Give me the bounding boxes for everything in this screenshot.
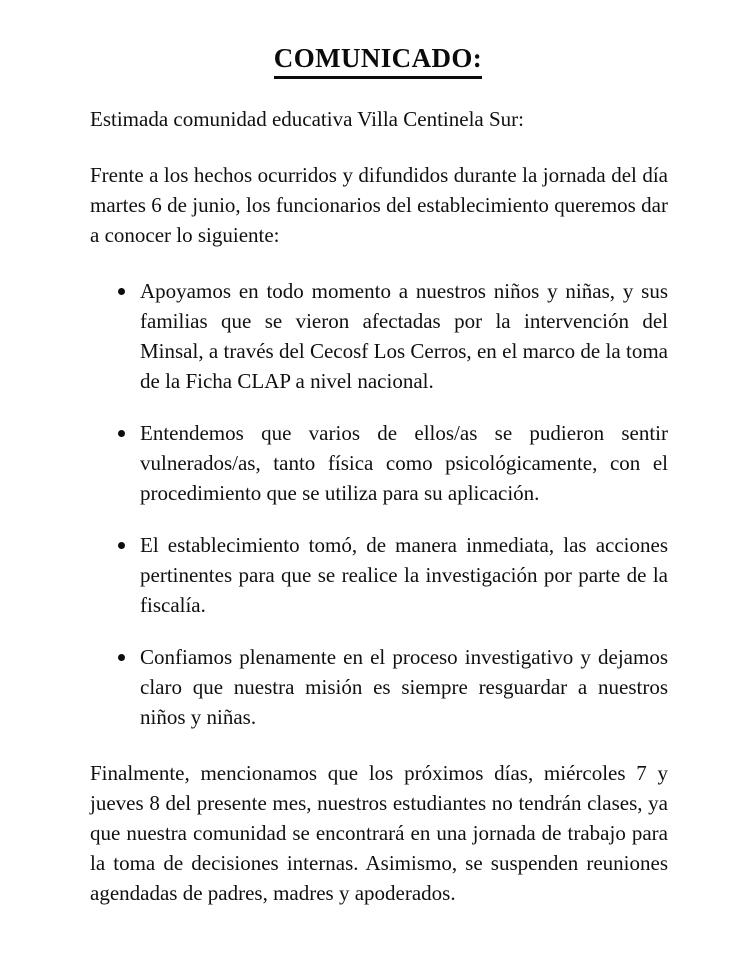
document-body [90,104,668,908]
bullet-dot-icon [118,430,125,437]
page-title [0,44,756,79]
list-item-text: Apoyamos en todo momento a nuestros niños y niñas, y sus familias que se vieron afectadas por la intervención del Minsal, a través del Cecosf Los Cerros, en el marco de la toma de la Ficha CLAP a nivel nacional. [140,279,668,393]
list-item [90,276,668,396]
bullet-dot-icon [118,542,125,549]
list-item-text: El establecimiento tomó, de manera inmediata, las acciones pertinentes para que se realice la investigación por parte de la fiscalía. [140,533,668,617]
list-item [90,418,668,508]
list-item [90,530,668,620]
bullet-dot-icon [118,288,125,295]
intro-paragraph: Frente a los hechos ocurridos y difundidos durante la jornada del día martes 6 de junio, los funcionarios del establecimiento queremos dar a conocer lo siguiente: [90,163,668,247]
closing-paragraph: Finalmente, mencionamos que los próximos días, miércoles 7 y jueves 8 del presente mes, nuestros estudiantes no tendrán clases, ya que nuestra comunidad se encontrará en una jornada de trabajo para la toma de decisiones internas. Asimismo, se suspenden reuniones agendadas de padres, madres y apoderados. [90,761,668,905]
list-item-text: Confiamos plenamente en el proceso investigativo y dejamos claro que nuestra misión es siempre resguardar a nuestros niños y niñas. [140,645,668,729]
list-item [90,642,668,732]
bullet-dot-icon [118,654,125,661]
list-item-text: Entendemos que varios de ellos/as se pudieron sentir vulnerados/as, tanto física como psicológicamente, con el procedimiento que se utiliza para su aplicación. [140,421,668,505]
salutation-paragraph: Estimada comunidad educativa Villa Centinela Sur: [90,107,524,131]
page-title-text: COMUNICADO: [274,44,482,79]
statement-list [90,276,668,732]
